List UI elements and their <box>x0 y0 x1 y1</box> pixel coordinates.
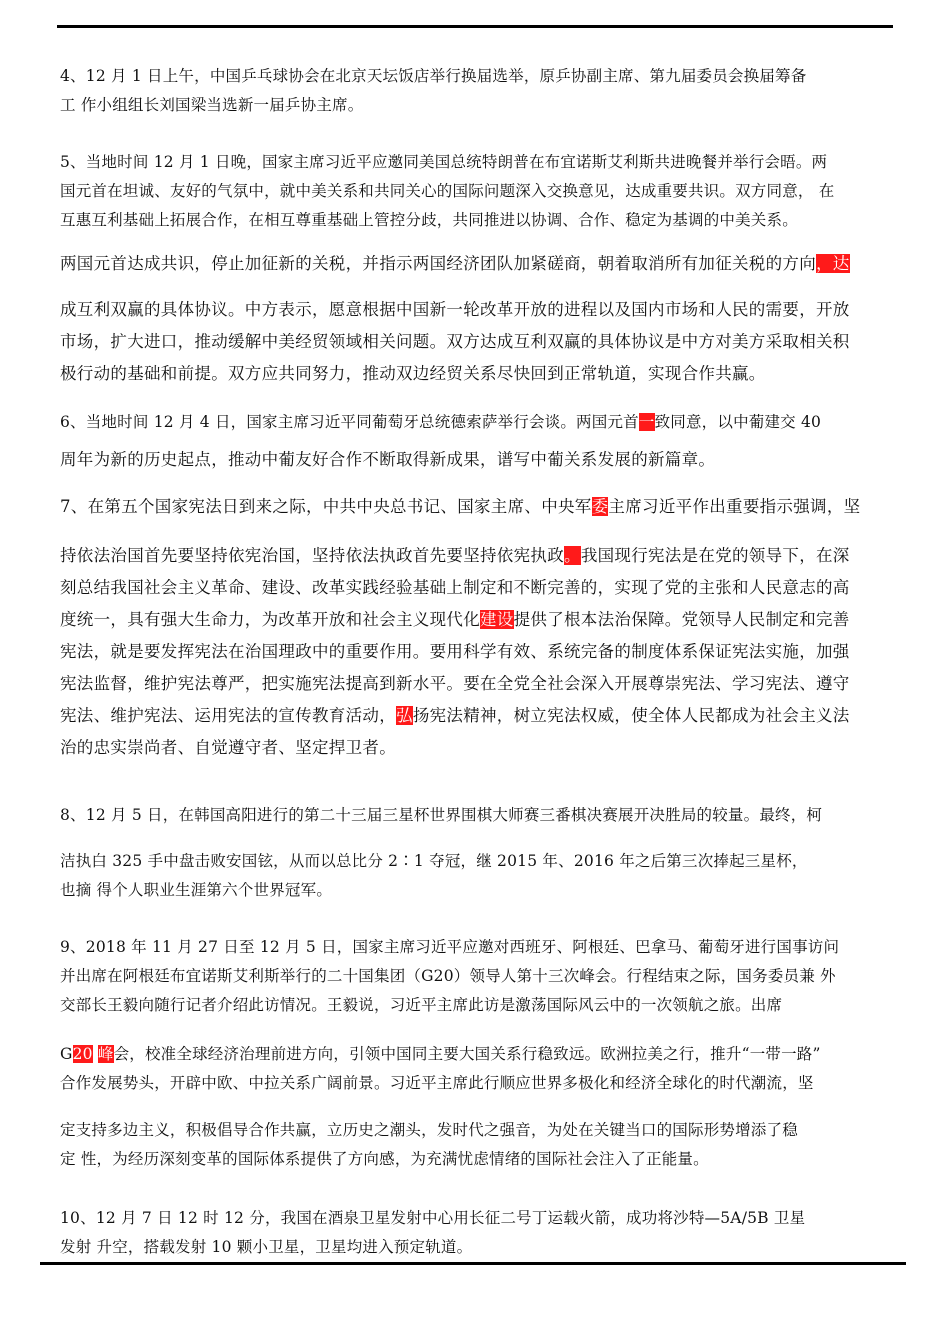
text-line: 宪法，就是要发挥宪法在治国理政中的重要作用。要用科学有效、系统完备的制度体系保证宪法实施，加强 <box>60 642 850 661</box>
news-item-8 <box>60 801 906 830</box>
text-line: 定 性，为经历深刻变革的国际体系提供了方向感，为充满忧虑情绪的国际社会注入了正能量。 <box>60 1150 709 1168</box>
text-line: 治的忠实崇尚者、自觉遵守者、坚定捍卫者。 <box>60 738 396 757</box>
text-span: 会，校准全球经济治理前进方向，引领中国同主要大国关系行稳致远。欧洲拉美之行，推升“一带一路” <box>113 1045 821 1063</box>
text-line: 4、12 月 1 日上午，中国乒乓球协会在北京天坛饭店举行换届选举，原乒协副主席、第九届委员会换届筹备 <box>60 67 807 85</box>
text-line: 定支持多边主义，积极倡导合作共赢，立历史之潮头，发时代之强音，为处在关键当口的国际形势增添了稳 <box>60 1121 798 1139</box>
news-item-6 <box>60 408 906 437</box>
text-span: 扬宪法精神，树立宪法权威，使全体人民都成为社会主义法 <box>412 706 850 725</box>
news-item-7-body <box>60 540 906 764</box>
text-span: 致同意，以中葡建交 40 <box>654 413 822 431</box>
highlight-mark: 弘 <box>396 706 413 725</box>
text-span: 两国元首达成共识，停止加征新的关税，并指示两国经济团队加紧磋商，朝着取消所有加征关税的方向 <box>60 254 816 273</box>
text-line: 交部长王毅向随行记者介绍此访情况。王毅说，习近平主席此访是激荡国际风云中的一次领航之旅。出席 <box>60 996 783 1014</box>
highlight-mark: 建设 <box>480 610 514 629</box>
text-line <box>60 408 906 437</box>
highlight-mark: 。 <box>564 546 581 565</box>
text-span: 度统一，具有强大生命力，为改革开放和社会主义现代化 <box>60 610 480 629</box>
text-line: 9、2018 年 11 月 27 日至 12 月 5 日，国家主席习近平应邀对西班牙、阿根廷、巴拿马、葡萄牙进行国事访问 <box>60 938 840 956</box>
text-line <box>60 248 906 280</box>
text-span: 持依法治国首先要坚持依宪治国，坚持依法执政首先要坚持依宪执政 <box>60 546 564 565</box>
news-item-5-paragraph-2 <box>60 294 906 390</box>
news-item-8-continued <box>60 847 906 905</box>
news-item-9 <box>60 933 906 1020</box>
text-line: 10、12 月 7 日 12 时 12 分，我国在酒泉卫星发射中心用长征二号丁运载火箭，成功将沙特—5A/5B 卫星 <box>60 1209 806 1227</box>
highlight-mark: ，达 <box>816 254 850 273</box>
text-line: 工 作小组组长刘国梁当选新一届乒协主席。 <box>60 96 364 114</box>
text-span: 我国现行宪法是在党的领导下，在深 <box>580 546 850 565</box>
text-line: 国元首在坦诚、友好的气氛中，就中美关系和共同关心的国际问题深入交换意见，达成重要共识。双方同意， 在 <box>60 182 835 200</box>
text-line: 市场，扩大进口，推动缓解中美经贸领域相关问题。双方达成互利双赢的具体协议是中方对美方采取相关积 <box>60 332 850 351</box>
text-line: 极行动的基础和前提。双方应共同努力，推动双边经贸关系尽快回到正常轨道，实现合作共赢。 <box>60 364 766 383</box>
text-line: 周年为新的历史起点，推动中葡友好合作不断取得新成果，谱写中葡关系发展的新篇章。 <box>60 450 716 469</box>
text-line: 5、当地时间 12 月 1 日晚，国家主席习近平应邀同美国总统特朗普在布宜诺斯艾利斯共进晚餐并举行会晤。两 <box>60 153 828 171</box>
text-line <box>60 604 906 636</box>
text-line: 8、12 月 5 日，在韩国高阳进行的第二十三届三星杯世界围棋大师赛三番棋决赛展开决胜局的较量。最终，柯 <box>60 806 823 824</box>
bottom-rule <box>40 1262 906 1265</box>
text-line: 成互利双赢的具体协议。中方表示，愿意根据中国新一轮改革开放的进程以及国内市场和人民的需要，开放 <box>60 300 850 319</box>
top-rule <box>57 25 893 28</box>
highlight-mark: 一 <box>638 413 655 431</box>
text-line <box>60 1040 906 1069</box>
text-line: 并出席在阿根廷布宜诺斯艾利斯举行的二十国集团（G20）领导人第十三次峰会。行程结束之际，国务委员兼 外 <box>60 967 836 985</box>
text-span: 6、当地时间 12 月 4 日，国家主席习近平同葡萄牙总统德索萨举行会谈。两国元首 <box>60 413 639 431</box>
news-item-5 <box>60 148 906 235</box>
text-line: 也摘 得个人职业生涯第六个世界冠军。 <box>60 881 333 899</box>
text-span: G <box>60 1045 73 1063</box>
text-span: 主席习近平作出重要指示强调，坚 <box>608 497 861 516</box>
text-line: 刻总结我国社会主义革命、建设、改革实践经验基础上制定和不断完善的，实现了党的主张和人民意志的高 <box>60 578 850 597</box>
text-line: 合作发展势头，开辟中欧、中拉关系广阔前景。习近平主席此行顺应世界多极化和经济全球化的时代潮流，坚 <box>60 1074 814 1092</box>
news-item-9-ending <box>60 1116 906 1174</box>
highlight-mark: 委 <box>591 497 609 516</box>
news-item-6-continued <box>60 444 906 476</box>
news-item-9-continued <box>60 1040 906 1098</box>
text-span: 宪法、维护宪法、运用宪法的宣传教育活动， <box>60 706 396 725</box>
news-item-4 <box>60 62 906 120</box>
text-line: 宪法监督，维护宪法尊严，把实施宪法提高到新水平。要在全党全社会深入开展尊崇宪法、学习宪法、遵守 <box>60 674 850 693</box>
text-span: 提供了根本法治保障。党领导人民制定和完善 <box>513 610 850 629</box>
news-item-7 <box>60 491 906 523</box>
highlight-mark: 峰 <box>97 1045 114 1063</box>
text-line: 洁执白 325 手中盘击败安国铉，从而以总比分 2∶1 夺冠，继 2015 年、2016 年之后第三次捧起三星杯， <box>60 852 808 870</box>
text-line <box>60 491 906 523</box>
text-line <box>60 700 906 732</box>
text-line: 发射 升空，搭载发射 10 颗小卫星，卫星均进入预定轨道。 <box>60 1238 473 1256</box>
news-item-10 <box>60 1204 906 1262</box>
text-span: 7、在第五个国家宪法日到来之际，中共中央总书记、国家主席、中央军 <box>60 497 592 516</box>
text-line: 互惠互利基础上拓展合作，在相互尊重基础上管控分歧，共同推进以协调、合作、稳定为基调的中美关系。 <box>60 211 798 229</box>
highlight-mark: 20 <box>72 1045 93 1063</box>
text-line <box>60 540 906 572</box>
news-item-5-continued <box>60 248 906 280</box>
